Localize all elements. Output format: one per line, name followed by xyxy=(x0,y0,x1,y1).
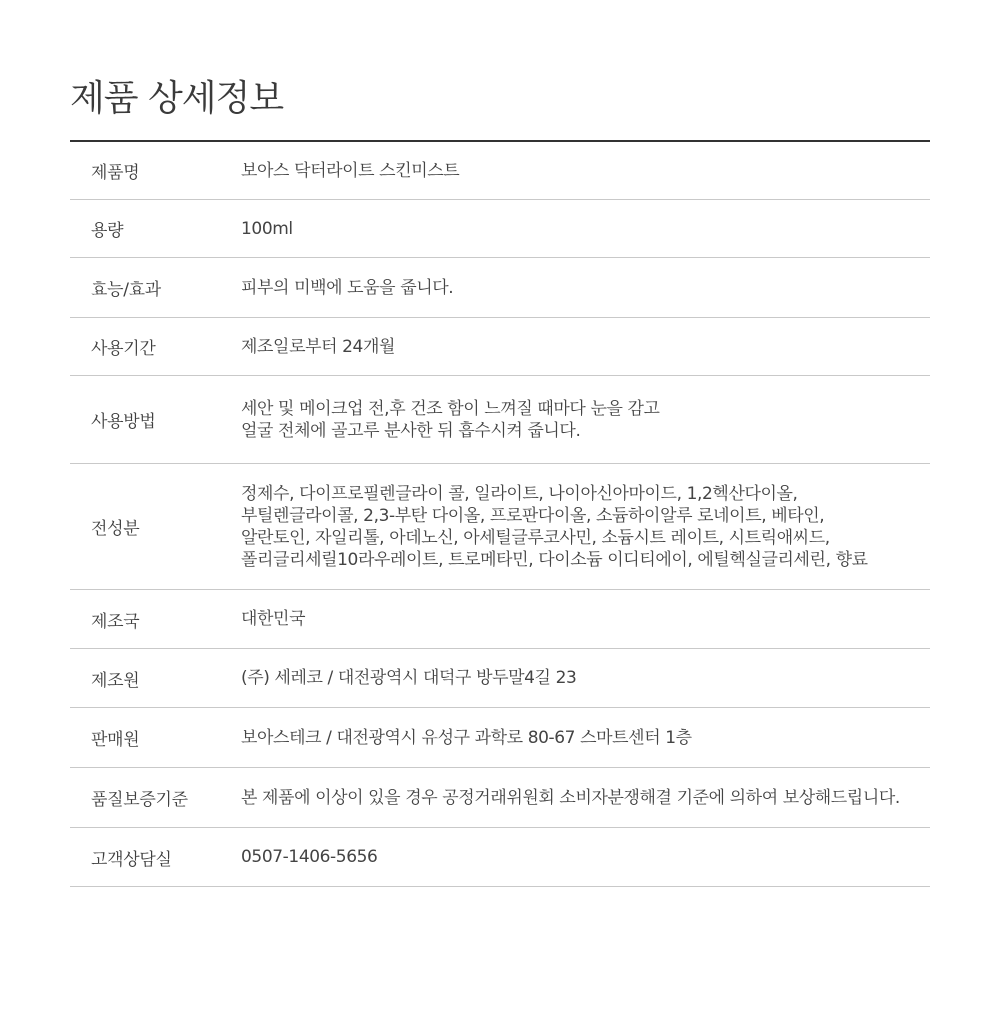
row-label: 판매원 xyxy=(91,730,140,750)
row-label: 전성분 xyxy=(91,519,140,539)
table-row xyxy=(70,200,930,258)
row-value: (주) 세레코 / 대전광역시 대덕구 방두말4길 23 xyxy=(241,668,577,688)
row-value: 세안 및 메이크업 전,후 건조 함이 느껴질 때마다 눈을 감고 얼굴 전체에 골고루 분사한 뒤 흡수시켜 줍니다. xyxy=(241,398,660,441)
table-row xyxy=(70,376,930,464)
row-value: 100ml xyxy=(241,218,293,239)
row-label: 제조국 xyxy=(91,611,140,632)
table-row xyxy=(70,708,930,768)
row-value: 대한민국 xyxy=(241,609,306,629)
row-label: 고객상담실 xyxy=(91,849,172,870)
row-label: 사용방법 xyxy=(91,412,156,432)
row-label: 제품명 xyxy=(91,163,140,183)
page-title: 제품 상세정보 xyxy=(70,78,284,119)
table-row xyxy=(70,258,930,318)
row-value: 0507-1406-5656 xyxy=(241,847,378,867)
row-value: 제조일로부터 24개월 xyxy=(241,336,396,357)
product-info-table xyxy=(70,140,930,887)
row-label: 제조원 xyxy=(91,670,140,691)
row-label: 용량 xyxy=(91,221,124,241)
row-value: 보아스 닥터라이트 스킨미스트 xyxy=(241,160,460,181)
table-row xyxy=(70,142,930,200)
row-label: 효능/효과 xyxy=(91,280,161,300)
row-label: 품질보증기준 xyxy=(91,790,188,810)
row-value: 보아스테크 / 대전광역시 유성구 과학로 80-67 스마트센터 1층 xyxy=(241,727,692,748)
table-row xyxy=(70,318,930,376)
table-row xyxy=(70,828,930,887)
row-label: 사용기간 xyxy=(91,339,156,359)
table-row xyxy=(70,590,930,649)
table-row xyxy=(70,649,930,708)
table-row xyxy=(70,464,930,590)
table-row xyxy=(70,768,930,828)
row-value: 정제수, 다이프로필렌글라이 콜, 일라이트, 나이아신아마이드, 1,2헥산다이올, 부틸렌글라이콜, 2,3-부탄 다이올, 프로판다이올, 소듐하이알루 로네이트, 베타인, 알란토인, 자일리톨, 아데노신, 아세틸글루코사민, 소듐시트 레이트, 시트릭애씨드, 폴리글리세릴10라우레이트, 트로메타민, 다이소듐 이디티에이, 에틸헥실글리세린, 향료 xyxy=(241,483,868,570)
row-value: 피부의 미백에 도움을 줍니다. xyxy=(241,277,454,298)
row-value: 본 제품에 이상이 있을 경우 공정거래위원회 소비자분쟁해결 기준에 의하여 보상해드립니다. xyxy=(241,787,900,808)
